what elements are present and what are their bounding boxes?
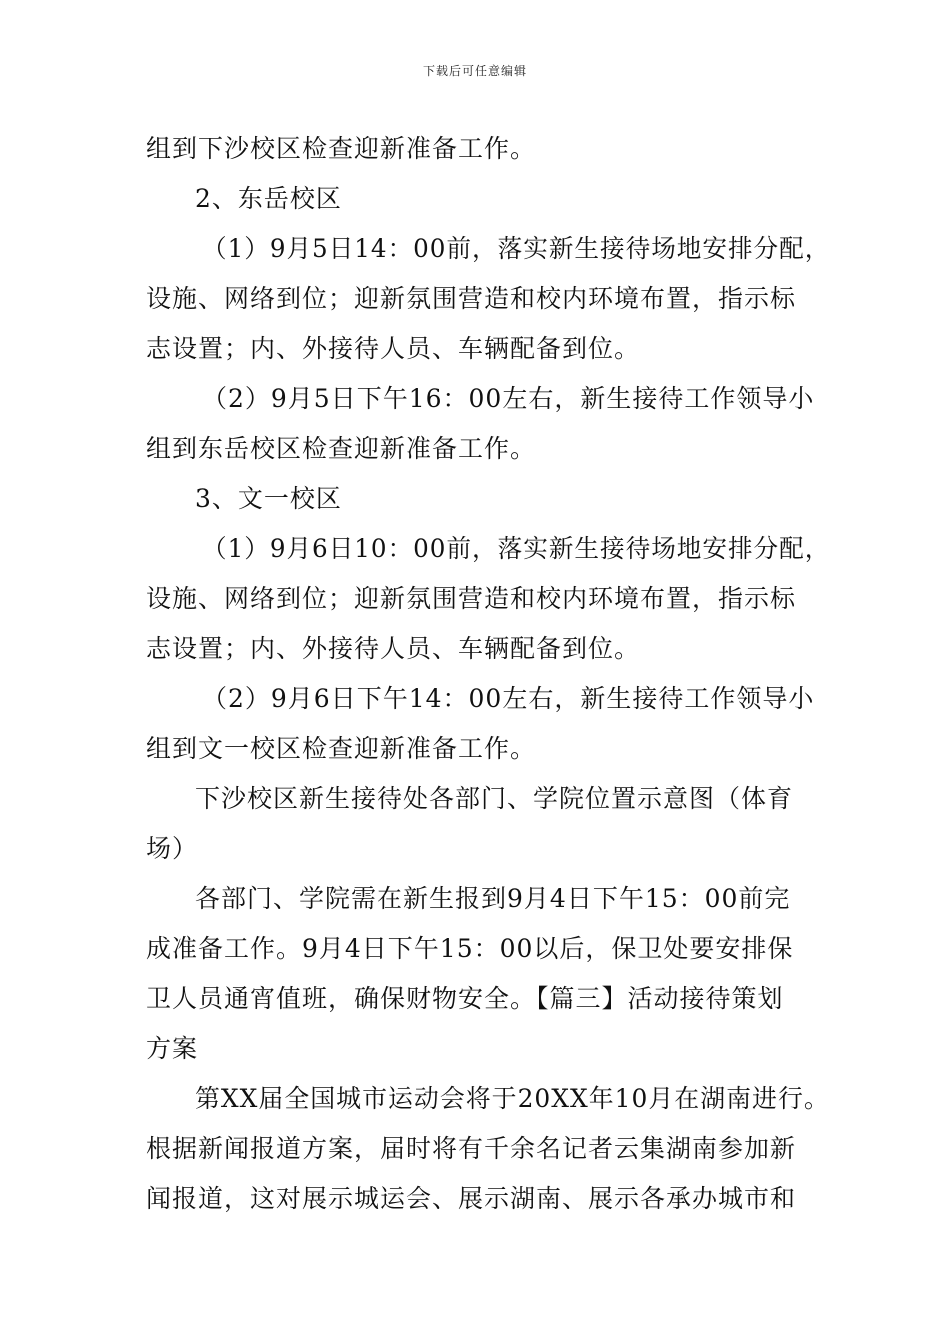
section-heading: 3、文一校区 [195, 484, 342, 513]
page-header: 下载后可任意编辑 [422, 64, 527, 78]
text-line: 方案 [146, 1034, 199, 1063]
text-line: 设施、网络到位；迎新氛围营造和校内环境布置，指示标 [146, 284, 797, 313]
text-line: 各部门、学院需在新生报到9月4日下午15：00前完 [195, 884, 791, 913]
text-line: 根据新闻报道方案，届时将有千余名记者云集湖南参加新 [146, 1134, 797, 1163]
text-line: 组到文一校区检查迎新准备工作。 [146, 734, 537, 763]
text-line: （2）9月6日下午14：00左右，新生接待工作领导小 [202, 684, 815, 713]
text-line: 组到东岳校区检查迎新准备工作。 [146, 434, 537, 463]
text-line: 闻报道，这对展示城运会、展示湖南、展示各承办城市和 [146, 1184, 797, 1213]
text-line: 组到下沙校区检查迎新准备工作。 [146, 134, 537, 163]
text-line: （1）9月5日14：00前，落实新生接待场地安排分配， [202, 234, 831, 263]
text-line: 设施、网络到位；迎新氛围营造和校内环境布置，指示标 [146, 584, 797, 613]
text-line: （2）9月5日下午16：00左右，新生接待工作领导小 [202, 384, 815, 413]
text-line: 志设置；内、外接待人员、车辆配备到位。 [146, 334, 641, 363]
section-heading: 2、东岳校区 [195, 184, 342, 213]
text-line: 下沙校区新生接待处各部门、学院位置示意图（体育 [195, 784, 794, 813]
text-line: 成准备工作。9月4日下午15：00以后，保卫处要安排保 [146, 934, 794, 963]
text-line: 志设置；内、外接待人员、车辆配备到位。 [146, 634, 641, 663]
text-line: 卫人员通宵值班，确保财物安全。【篇三】活动接待策划 [146, 984, 784, 1013]
text-line: （1）9月6日10：00前，落实新生接待场地安排分配， [202, 534, 831, 563]
text-line: 第XX届全国城市运动会将于20XX年10月在湖南进行。 [195, 1084, 830, 1113]
text-line: 场） [146, 834, 199, 863]
